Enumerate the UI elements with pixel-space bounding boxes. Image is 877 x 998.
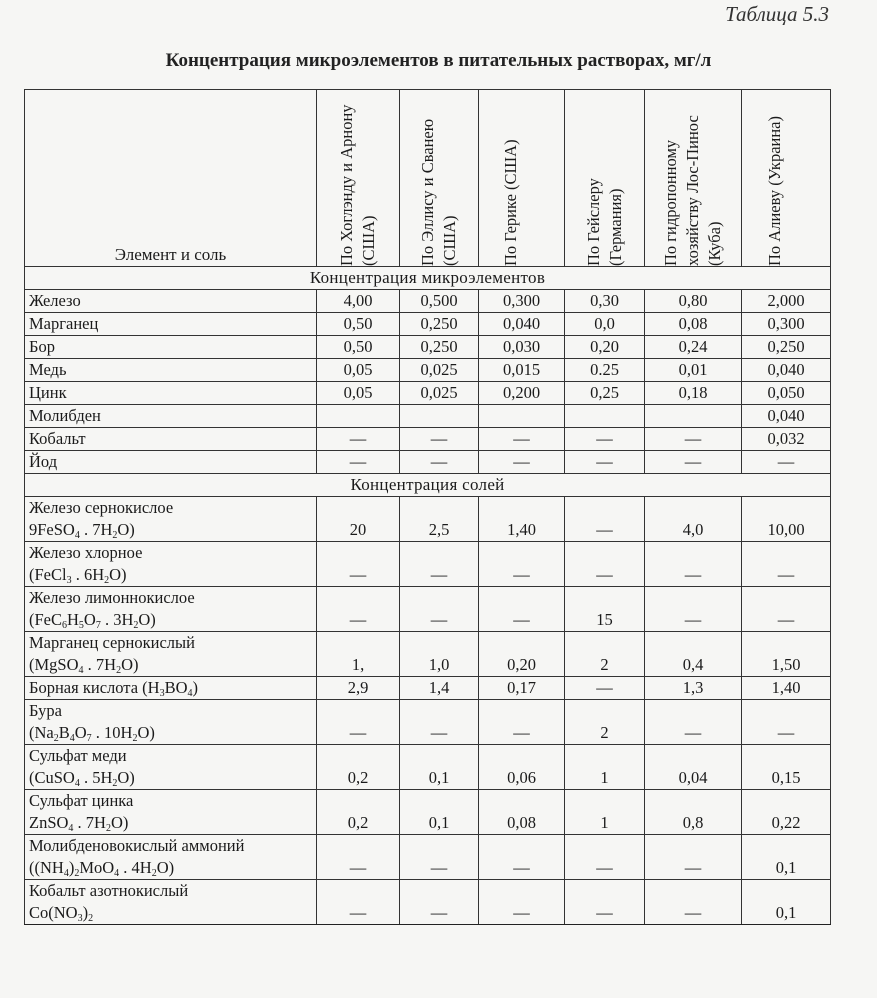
- value-cell: 0,2: [317, 745, 400, 790]
- value-cell: 10,00: [742, 497, 831, 542]
- value-cell: —: [317, 428, 400, 451]
- table-row: [25, 880, 831, 925]
- value-cell: 0,24: [645, 336, 742, 359]
- value-cell: —: [645, 700, 742, 745]
- element-name: Молибден: [25, 405, 317, 428]
- value-cell: 0,80: [645, 290, 742, 313]
- value-cell: —: [400, 700, 479, 745]
- salt-name-line: Марганец сернокислый: [29, 633, 195, 652]
- table-row: [25, 405, 831, 428]
- table-row: [25, 428, 831, 451]
- table-row: [25, 336, 831, 359]
- value-cell: —: [742, 451, 831, 474]
- value-cell: —: [317, 451, 400, 474]
- value-cell: —: [317, 700, 400, 745]
- header-col-1: По Хоглэнду и Арнону (США): [317, 90, 400, 267]
- salt-name: [25, 700, 317, 745]
- value-cell: 4,0: [645, 497, 742, 542]
- value-cell: —: [479, 428, 565, 451]
- value-cell: —: [317, 542, 400, 587]
- value-cell: —: [645, 880, 742, 925]
- table-row: [25, 382, 831, 405]
- table-row: [25, 451, 831, 474]
- section-title: Концентрация микроэлементов: [25, 267, 831, 290]
- value-cell: 15: [565, 587, 645, 632]
- value-cell: —: [565, 428, 645, 451]
- value-cell: 2: [565, 700, 645, 745]
- value-cell: 0,08: [645, 313, 742, 336]
- salt-name: [25, 542, 317, 587]
- table-row: [25, 632, 831, 677]
- value-cell: —: [317, 587, 400, 632]
- value-cell: 0,50: [317, 336, 400, 359]
- value-cell: 0,032: [742, 428, 831, 451]
- header-col-2: По Эллису и Сванею (США): [400, 90, 479, 267]
- value-cell: —: [317, 880, 400, 925]
- value-cell: —: [479, 542, 565, 587]
- table-title: Концентрация микроэлементов в питательных растворах, мг/л: [165, 50, 712, 71]
- value-cell: 0,25: [565, 382, 645, 405]
- header-element-col: Элемент и соль: [25, 90, 317, 267]
- table-row: [25, 700, 831, 745]
- value-cell: 0,250: [400, 336, 479, 359]
- value-cell: —: [565, 677, 645, 700]
- salt-name-line: Кобальт азотнокислый: [29, 881, 189, 900]
- value-cell: —: [400, 880, 479, 925]
- value-cell: —: [742, 542, 831, 587]
- value-cell: 4,00: [317, 290, 400, 313]
- salt-name: [25, 790, 317, 835]
- value-cell: 1: [565, 745, 645, 790]
- value-cell: —: [565, 880, 645, 925]
- salt-name-line: Железо лимоннокислое: [29, 588, 195, 607]
- salt-name: [25, 745, 317, 790]
- value-cell: 0,30: [565, 290, 645, 313]
- salt-name-line: Железо сернокислое: [29, 498, 174, 517]
- header-col-4: По Гейслеру (Германия): [565, 90, 645, 267]
- salt-name: [25, 880, 317, 925]
- header-row: [25, 90, 831, 267]
- value-cell: 0,040: [479, 313, 565, 336]
- value-cell: 0,4: [645, 632, 742, 677]
- value-cell: 0,8: [645, 790, 742, 835]
- salt-formula: $Co(NO_3)_2$: [29, 903, 94, 924]
- value-cell: 0,1: [400, 745, 479, 790]
- table-row: [25, 587, 831, 632]
- value-cell: 1,40: [742, 677, 831, 700]
- salt-formula: ZnSO$_4$ . $7H_2O$): [29, 813, 129, 834]
- value-cell: 0,500: [400, 290, 479, 313]
- value-cell: 0,20: [565, 336, 645, 359]
- salt-formula: ($Na_2B_4O_7$ . $10H_2O$): [29, 723, 155, 744]
- value-cell: [479, 405, 565, 428]
- value-cell: 0,04: [645, 745, 742, 790]
- value-cell: —: [645, 587, 742, 632]
- value-cell: 0,200: [479, 382, 565, 405]
- value-cell: 0,06: [479, 745, 565, 790]
- value-cell: —: [565, 542, 645, 587]
- section-microelements: [25, 267, 831, 290]
- salt-name-line: Молибденовокислый аммоний: [29, 836, 245, 855]
- value-cell: 0,18: [645, 382, 742, 405]
- value-cell: 0,300: [742, 313, 831, 336]
- table-row: [25, 497, 831, 542]
- salt-formula: ($(NH_4)_2MoO_4$ . $4H_2O$): [29, 858, 175, 879]
- value-cell: 2: [565, 632, 645, 677]
- value-cell: 0,250: [400, 313, 479, 336]
- salt-name-line: Сульфат меди: [29, 746, 127, 765]
- value-cell: —: [400, 542, 479, 587]
- value-cell: —: [479, 587, 565, 632]
- value-cell: 0,08: [479, 790, 565, 835]
- value-cell: [645, 405, 742, 428]
- value-cell: 0,015: [479, 359, 565, 382]
- value-cell: —: [400, 587, 479, 632]
- table-row: [25, 290, 831, 313]
- salt-formula: (MgSO$_4$ . $7H_2O$): [29, 655, 139, 676]
- salt-name-line: Сульфат цинка: [29, 791, 134, 810]
- element-name: Йод: [25, 451, 317, 474]
- value-cell: 0,040: [742, 359, 831, 382]
- value-cell: —: [317, 835, 400, 880]
- element-name: Бор: [25, 336, 317, 359]
- element-name: Цинк: [25, 382, 317, 405]
- value-cell: 0,05: [317, 382, 400, 405]
- value-cell: 2,9: [317, 677, 400, 700]
- value-cell: —: [565, 497, 645, 542]
- value-cell: 1,50: [742, 632, 831, 677]
- section-title: Концентрация солей: [25, 474, 831, 497]
- table-row: [25, 745, 831, 790]
- value-cell: —: [565, 451, 645, 474]
- salt-formula: Борная кислота $(H_3BO_4)$: [29, 678, 198, 699]
- value-cell: —: [645, 835, 742, 880]
- salt-name-line: Железо хлорное: [29, 543, 143, 562]
- value-cell: 0,1: [742, 880, 831, 925]
- header-col-3: По Герике (США): [479, 90, 565, 267]
- salt-name: [25, 835, 317, 880]
- header-col-6: По Алиеву (Украина): [742, 90, 831, 267]
- value-cell: 20: [317, 497, 400, 542]
- value-cell: 0,040: [742, 405, 831, 428]
- table-row: [25, 790, 831, 835]
- value-cell: —: [645, 542, 742, 587]
- element-name: Медь: [25, 359, 317, 382]
- value-cell: —: [479, 880, 565, 925]
- value-cell: 2,000: [742, 290, 831, 313]
- table-row: [25, 313, 831, 336]
- value-cell: 0,01: [645, 359, 742, 382]
- value-cell: 0,20: [479, 632, 565, 677]
- value-cell: [400, 405, 479, 428]
- salt-formula: 9FeSO$_4$ . $7H_2O$): [29, 520, 135, 541]
- value-cell: —: [645, 451, 742, 474]
- table-row: [25, 359, 831, 382]
- value-cell: —: [479, 835, 565, 880]
- salt-formula: ($FeC_6H_5O_7$ . $3H_2O$): [29, 610, 156, 631]
- table-row: [25, 835, 831, 880]
- value-cell: 0,2: [317, 790, 400, 835]
- value-cell: 0,22: [742, 790, 831, 835]
- value-cell: [565, 405, 645, 428]
- value-cell: 2,5: [400, 497, 479, 542]
- value-cell: 0,050: [742, 382, 831, 405]
- section-salts: [25, 474, 831, 497]
- value-cell: 0,1: [742, 835, 831, 880]
- salt-name-line: Бура: [29, 701, 62, 720]
- value-cell: 1,: [317, 632, 400, 677]
- header-col-5: По гидропонному хозяйству Лос-Пинос (Куба): [645, 90, 742, 267]
- value-cell: 0,50: [317, 313, 400, 336]
- table-row: [25, 677, 831, 700]
- value-cell: —: [565, 835, 645, 880]
- value-cell: 0,300: [479, 290, 565, 313]
- value-cell: 1,40: [479, 497, 565, 542]
- value-cell: 0,025: [400, 382, 479, 405]
- value-cell: 1,3: [645, 677, 742, 700]
- value-cell: 0,0: [565, 313, 645, 336]
- value-cell: —: [645, 428, 742, 451]
- element-name: Железо: [25, 290, 317, 313]
- value-cell: 0,250: [742, 336, 831, 359]
- salt-name: [25, 677, 317, 700]
- table-row: [25, 542, 831, 587]
- value-cell: —: [400, 835, 479, 880]
- value-cell: —: [742, 700, 831, 745]
- salt-formula: (FeCl$_3$ . $6H_2O$): [29, 565, 127, 586]
- value-cell: —: [400, 428, 479, 451]
- value-cell: 0,025: [400, 359, 479, 382]
- element-name: Кобальт: [25, 428, 317, 451]
- value-cell: 0,05: [317, 359, 400, 382]
- salt-name: [25, 632, 317, 677]
- value-cell: 0,17: [479, 677, 565, 700]
- value-cell: —: [479, 700, 565, 745]
- value-cell: 0,15: [742, 745, 831, 790]
- element-name: Марганец: [25, 313, 317, 336]
- value-cell: 1: [565, 790, 645, 835]
- table-number-label: Таблица 5.3: [725, 2, 829, 26]
- value-cell: 0.25: [565, 359, 645, 382]
- value-cell: 0,1: [400, 790, 479, 835]
- concentration-table: [24, 89, 831, 925]
- value-cell: 1,0: [400, 632, 479, 677]
- value-cell: —: [400, 451, 479, 474]
- value-cell: [317, 405, 400, 428]
- salt-name: [25, 587, 317, 632]
- value-cell: 0,030: [479, 336, 565, 359]
- value-cell: —: [479, 451, 565, 474]
- value-cell: 1,4: [400, 677, 479, 700]
- salt-name: [25, 497, 317, 542]
- value-cell: —: [742, 587, 831, 632]
- salt-formula: (CuSO$_4$ . $5H_2O$): [29, 768, 135, 789]
